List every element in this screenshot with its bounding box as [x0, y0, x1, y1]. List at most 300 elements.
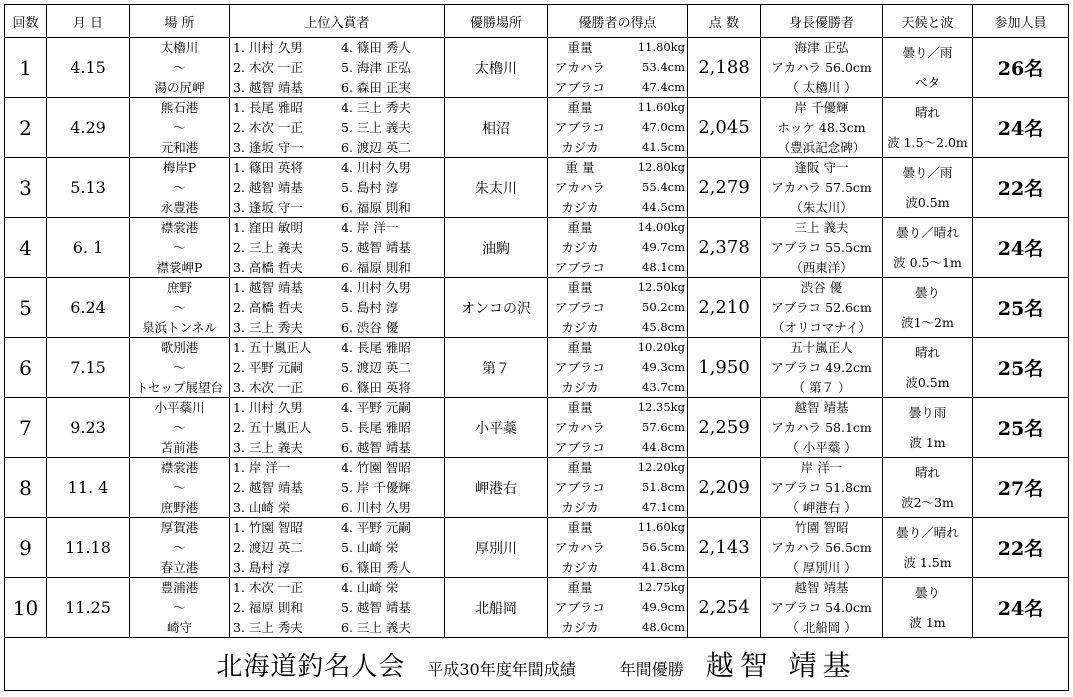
weather-text: 曇り／晴れ: [896, 525, 959, 541]
rank-1: 1. 川村 久男: [233, 400, 303, 416]
win-score-cell: [548, 398, 688, 458]
height-winner-place: （ 北船岡 ）: [786, 619, 857, 635]
weather-cell: [883, 398, 973, 458]
date-cell: 5.13: [47, 158, 130, 218]
rank-4: 4. 竹園 智昭: [341, 460, 411, 476]
score-label-fish-1: アブラコ: [554, 119, 605, 135]
weather-cell: [883, 458, 973, 518]
rank-4: 4. 篠田 秀人: [341, 40, 411, 56]
rank-5: 5. 渡辺 英二: [341, 359, 411, 375]
date-cell: 6. 1: [47, 218, 130, 278]
participants-cell: 27名: [973, 458, 1069, 518]
height-winner-place: （ 厚別川 ）: [786, 559, 857, 575]
height-winner-name: 竹園 智昭: [794, 520, 849, 536]
rank-4: 4. 川村 久男: [341, 160, 411, 176]
score-label-weight: 重量: [567, 580, 593, 596]
weather-cell: [883, 518, 973, 578]
height-winner-name: 越智 靖基: [794, 580, 849, 596]
wave-text: ベタ: [914, 74, 940, 90]
rank-2: 2. 福原 則和: [233, 599, 303, 615]
club-name: 北海道釣名人会: [216, 652, 406, 682]
footer-row: [5, 638, 1069, 691]
wave-text: 波 1.5〜2.0m: [887, 134, 968, 150]
weather-text: 曇り／雨: [902, 165, 953, 181]
weather-text: 曇り雨: [908, 405, 947, 421]
place-end: 庶野港: [160, 499, 199, 515]
ranks-cell: [230, 338, 445, 398]
table-row: [5, 398, 1069, 458]
win-place-cell: 朱太川: [445, 158, 548, 218]
score-value-fish-2: 48.1cm: [642, 259, 685, 274]
header-win-place: 優勝場所: [445, 5, 548, 38]
height-winner-name: 越智 靖基: [794, 400, 849, 416]
place-separator: 〜: [173, 479, 186, 495]
score-value-weight: 10.20kg: [637, 340, 685, 355]
height-winner-place: （豊浜記念碑）: [777, 139, 866, 155]
win-place-cell: 北船岡: [445, 578, 548, 638]
rank-5: 5. 三上 義夫: [341, 119, 411, 135]
date-cell: 6.24: [47, 278, 130, 338]
round-number: 6: [5, 338, 47, 398]
table-row: [5, 518, 1069, 578]
place-start: 太櫓川: [160, 40, 199, 56]
place-separator: 〜: [173, 419, 186, 435]
height-winner-place: （朱太川）: [790, 199, 853, 215]
height-winner-cell: [761, 158, 883, 218]
weather-text: 晴れ: [914, 465, 940, 481]
wave-text: 波 0.5〜1m: [893, 254, 962, 270]
ranks-cell: [230, 458, 445, 518]
score-value-weight: 12.20kg: [637, 460, 685, 475]
height-winner-fish: アブラコ 54.0cm: [771, 599, 872, 615]
win-score-cell: [548, 338, 688, 398]
place-start: 梅岸P: [162, 160, 197, 176]
weather-text: 曇り／雨: [902, 45, 953, 61]
round-number: 8: [5, 458, 47, 518]
score-label-weight: 重 量: [565, 160, 595, 176]
rank-2: 2. 木次 一正: [233, 119, 303, 135]
rank-3: 3. 山崎 栄: [233, 499, 291, 515]
participants-cell: 25名: [973, 278, 1069, 338]
place-cell: [130, 278, 230, 338]
points-cell: 2,210: [688, 278, 761, 338]
score-label-fish-2: カジカ: [561, 379, 599, 395]
rank-6: 6. 福原 則和: [341, 259, 411, 275]
rank-2: 2. 越智 靖基: [233, 179, 303, 195]
height-winner-cell: [761, 518, 883, 578]
score-value-fish-1: 50.2cm: [642, 299, 685, 314]
place-start: 襟裳港: [160, 460, 199, 476]
place-cell: [130, 158, 230, 218]
height-winner-fish: アブラコ 52.6cm: [771, 299, 872, 315]
rank-3: 3. 高橋 哲夫: [233, 259, 303, 275]
score-value-fish-1: 47.0cm: [642, 119, 685, 134]
height-winner-fish: アカハラ 58.1cm: [771, 419, 872, 435]
header-points: 点 数: [688, 5, 761, 38]
score-label-fish-1: カジカ: [561, 239, 599, 255]
header-date: 月 日: [47, 5, 130, 38]
win-score-cell: [548, 158, 688, 218]
score-value-fish-1: 57.6cm: [642, 419, 685, 434]
score-label-weight: 重量: [567, 220, 593, 236]
rank-6: 6. 渡辺 英二: [341, 139, 411, 155]
points-cell: 2,378: [688, 218, 761, 278]
rank-2: 2. 三上 義夫: [233, 239, 303, 255]
height-winner-cell: [761, 398, 883, 458]
header-height-winner: 身長優勝者: [761, 5, 883, 38]
points-cell: 2,143: [688, 518, 761, 578]
score-value-fish-1: 51.8cm: [642, 479, 685, 494]
rank-6: 6. 川村 久男: [341, 499, 411, 515]
score-value-weight: 12.35kg: [637, 400, 685, 415]
score-value-fish-1: 56.5cm: [642, 539, 685, 554]
wave-text: 波 1m: [909, 434, 946, 450]
champion-name: 越智 靖基: [705, 649, 857, 682]
rank-1: 1. 竹園 智昭: [233, 520, 303, 536]
score-label-fish-2: アブラコ: [554, 259, 605, 275]
rank-5: 5. 島村 淳: [341, 179, 399, 195]
win-place-cell: 太櫓川: [445, 38, 548, 98]
place-separator: 〜: [173, 599, 186, 615]
ranks-cell: [230, 158, 445, 218]
ranks-cell: [230, 398, 445, 458]
height-winner-name: 渋谷 優: [800, 280, 843, 296]
score-value-weight: 12.75kg: [637, 580, 685, 595]
score-label-fish-2: カジカ: [561, 559, 599, 575]
score-label-fish-2: カジカ: [561, 199, 599, 215]
weather-text: 曇り: [914, 585, 940, 601]
score-value-fish-2: 44.8cm: [642, 439, 685, 454]
rank-2: 2. 高橋 哲夫: [233, 299, 303, 315]
rank-6: 6. 篠田 秀人: [341, 559, 411, 575]
participants-cell: 25名: [973, 398, 1069, 458]
table-row: [5, 218, 1069, 278]
table-row: [5, 578, 1069, 638]
place-cell: [130, 578, 230, 638]
score-value-weight: 14.00kg: [637, 220, 685, 235]
place-end: 苫前港: [160, 439, 199, 455]
place-separator: 〜: [173, 359, 186, 375]
points-cell: 2,279: [688, 158, 761, 218]
win-score-cell: [548, 278, 688, 338]
rank-3: 3. 逢坂 守一: [233, 139, 303, 155]
weather-text: 曇り／晴れ: [896, 225, 959, 241]
wave-text: 波2〜3m: [901, 494, 954, 510]
participants-cell: 25名: [973, 338, 1069, 398]
place-end: 崎守: [166, 619, 192, 635]
rank-3: 3. 三上 秀夫: [233, 319, 303, 335]
rank-5: 5. 山崎 栄: [341, 539, 399, 555]
place-cell: [130, 338, 230, 398]
score-value-fish-1: 49.7cm: [642, 239, 685, 254]
place-end: 永豊港: [160, 199, 199, 215]
score-value-weight: 11.80kg: [637, 40, 685, 55]
wave-text: 波1〜2m: [901, 314, 954, 330]
win-place-cell: オンコの沢: [445, 278, 548, 338]
score-value-fish-2: 41.5cm: [642, 139, 685, 154]
points-cell: 2,254: [688, 578, 761, 638]
place-cell: [130, 398, 230, 458]
round-number: 5: [5, 278, 47, 338]
rank-2: 2. 五十嵐正人: [233, 419, 312, 435]
rank-6: 6. 渋谷 優: [341, 319, 399, 335]
participants-cell: 26名: [973, 38, 1069, 98]
win-place-cell: 厚別川: [445, 518, 548, 578]
rank-1: 1. 木次 一正: [233, 580, 303, 596]
score-label-weight: 重量: [567, 40, 593, 56]
rank-3: 3. 三上 義夫: [233, 439, 303, 455]
place-end: 襟裳岬P: [156, 259, 203, 275]
wave-text: 波0.5m: [905, 374, 950, 390]
place-start: 小平蘂川: [154, 400, 205, 416]
rank-5: 5. 長尾 雅昭: [341, 419, 411, 435]
weather-text: 晴れ: [914, 345, 940, 361]
rank-4: 4. 山崎 栄: [341, 580, 399, 596]
score-label-fish-2: カジカ: [561, 139, 599, 155]
place-cell: [130, 38, 230, 98]
rank-3: 3. 越智 靖基: [233, 79, 303, 95]
rank-4: 4. 平野 元嗣: [341, 520, 411, 536]
header-weather: 天候と波: [883, 5, 973, 38]
height-winner-name: 岸 千優輝: [794, 100, 849, 116]
rank-1: 1. 越智 靖基: [233, 280, 303, 296]
win-place-cell: 相沼: [445, 98, 548, 158]
points-cell: 2,209: [688, 458, 761, 518]
place-separator: 〜: [173, 239, 186, 255]
place-end: トセップ展望台: [135, 379, 224, 395]
height-winner-name: 岸 洋一: [800, 460, 843, 476]
rank-4: 4. 三上 秀夫: [341, 100, 411, 116]
date-cell: 9.23: [47, 398, 130, 458]
round-number: 3: [5, 158, 47, 218]
weather-cell: [883, 218, 973, 278]
rank-5: 5. 岸 千優輝: [341, 479, 411, 495]
rank-6: 6. 篠田 英将: [341, 379, 411, 395]
rank-3: 3. 逢坂 守一: [233, 199, 303, 215]
rank-5: 5. 越智 靖基: [341, 239, 411, 255]
rank-3: 3. 木次 一正: [233, 379, 303, 395]
annual-results-table: [4, 4, 1069, 691]
place-separator: 〜: [173, 59, 186, 75]
round-number: 1: [5, 38, 47, 98]
rank-4: 4. 岸 洋一: [341, 220, 399, 236]
height-winner-place: （ 岬港右 ）: [786, 499, 857, 515]
place-cell: [130, 518, 230, 578]
place-end: 泉浜トンネル: [142, 319, 217, 335]
place-start: 熊石港: [160, 100, 199, 116]
table-row: [5, 278, 1069, 338]
score-value-fish-2: 48.0cm: [642, 619, 685, 634]
weather-cell: [883, 338, 973, 398]
place-separator: 〜: [173, 179, 186, 195]
score-value-fish-2: 44.5cm: [642, 199, 685, 214]
place-separator: 〜: [173, 539, 186, 555]
rank-4: 4. 平野 元嗣: [341, 400, 411, 416]
place-cell: [130, 458, 230, 518]
participants-cell: 22名: [973, 158, 1069, 218]
win-score-cell: [548, 458, 688, 518]
height-winner-place: （ 小平蘂 ）: [786, 439, 857, 455]
score-label-fish-2: カジカ: [561, 499, 599, 515]
score-label-fish-1: アブラコ: [554, 479, 605, 495]
score-value-fish-1: 49.3cm: [642, 359, 685, 374]
rank-6: 6. 越智 靖基: [341, 439, 411, 455]
points-cell: 1,950: [688, 338, 761, 398]
score-label-fish-2: カジカ: [561, 319, 599, 335]
win-score-cell: [548, 38, 688, 98]
rank-6: 6. 福原 則和: [341, 199, 411, 215]
footer-cell: [5, 638, 1069, 691]
place-cell: [130, 98, 230, 158]
date-cell: 4.15: [47, 38, 130, 98]
weather-cell: [883, 578, 973, 638]
score-value-fish-2: 45.8cm: [642, 319, 685, 334]
wave-text: 波 1.5m: [903, 554, 952, 570]
rank-5: 5. 海津 正弘: [341, 59, 411, 75]
rank-1: 1. 篠田 英将: [233, 160, 303, 176]
score-value-weight: 11.60kg: [637, 520, 685, 535]
season-title: 平成30年度年間成績: [427, 660, 576, 679]
weather-text: 曇り: [914, 285, 940, 301]
height-winner-fish: アブラコ 55.5cm: [771, 239, 872, 255]
participants-cell: 24名: [973, 98, 1069, 158]
round-number: 9: [5, 518, 47, 578]
score-label-weight: 重量: [567, 340, 593, 356]
rank-4: 4. 長尾 雅昭: [341, 340, 411, 356]
score-value-fish-2: 47.4cm: [642, 79, 685, 94]
table-row: [5, 338, 1069, 398]
rank-1: 1. 五十嵐正人: [233, 340, 312, 356]
place-end: 湯の尻岬: [154, 79, 205, 95]
participants-cell: 24名: [973, 578, 1069, 638]
height-winner-fish: アカハラ 56.0cm: [771, 59, 872, 75]
header-participants: 参加人員: [973, 5, 1069, 38]
rank-2: 2. 平野 元嗣: [233, 359, 303, 375]
win-place-cell: 小平蘂: [445, 398, 548, 458]
score-label-fish-1: アブラコ: [554, 599, 605, 615]
weather-cell: [883, 38, 973, 98]
champion-label: 年間優勝: [619, 660, 684, 679]
score-label-fish-1: アカハラ: [555, 539, 605, 555]
height-winner-cell: [761, 38, 883, 98]
score-label-weight: 重量: [567, 460, 593, 476]
score-label-weight: 重量: [567, 400, 593, 416]
date-cell: 11. 4: [47, 458, 130, 518]
height-winner-place: （オリコマナイ）: [772, 319, 871, 335]
weather-cell: [883, 278, 973, 338]
rank-2: 2. 木次 一正: [233, 59, 303, 75]
score-value-fish-2: 41.8cm: [642, 559, 685, 574]
score-label-fish-1: アブラコ: [554, 299, 605, 315]
ranks-cell: [230, 98, 445, 158]
score-value-fish-2: 47.1cm: [642, 499, 685, 514]
score-label-fish-1: アカハラ: [555, 419, 605, 435]
win-place-cell: 岬港右: [445, 458, 548, 518]
rank-2: 2. 越智 靖基: [233, 479, 303, 495]
place-start: 豊浦港: [160, 580, 199, 596]
rank-1: 1. 窪田 敏明: [233, 220, 303, 236]
header-round: 回数: [5, 5, 47, 38]
rank-3: 3. 三上 秀夫: [233, 619, 303, 635]
score-value-weight: 12.50kg: [637, 280, 685, 295]
height-winner-place: （ 第７ ）: [792, 379, 851, 395]
rank-6: 6. 森田 正実: [341, 79, 411, 95]
score-label-fish-2: アブラコ: [554, 79, 605, 95]
height-winner-cell: [761, 278, 883, 338]
height-winner-fish: アカハラ 56.5cm: [771, 539, 872, 555]
ranks-cell: [230, 38, 445, 98]
score-label-fish-1: アブラコ: [554, 359, 605, 375]
score-label-fish-2: アブラコ: [554, 439, 605, 455]
score-label-fish-1: アカハラ: [555, 179, 605, 195]
win-place-cell: 第７: [445, 338, 548, 398]
score-value-fish-2: 43.7cm: [642, 379, 685, 394]
header-win-score: 優勝者の得点: [548, 5, 688, 38]
height-winner-cell: [761, 98, 883, 158]
height-winner-place: （ 太櫓川 ）: [786, 79, 857, 95]
win-place-cell: 油駒: [445, 218, 548, 278]
height-winner-cell: [761, 578, 883, 638]
score-label-weight: 重量: [567, 520, 593, 536]
wave-text: 波0.5m: [905, 194, 950, 210]
height-winner-cell: [761, 218, 883, 278]
height-winner-cell: [761, 458, 883, 518]
header-place: 場 所: [130, 5, 230, 38]
score-label-fish-1: アカハラ: [555, 59, 605, 75]
round-number: 2: [5, 98, 47, 158]
weather-text: 晴れ: [914, 105, 940, 121]
round-number: 4: [5, 218, 47, 278]
date-cell: 11.18: [47, 518, 130, 578]
place-end: 元和港: [160, 139, 199, 155]
points-cell: 2,045: [688, 98, 761, 158]
place-start: 庶野: [166, 280, 192, 296]
place-cell: [130, 218, 230, 278]
height-winner-name: 五十嵐正人: [790, 340, 853, 356]
score-label-weight: 重量: [567, 280, 593, 296]
rank-2: 2. 渡辺 英二: [233, 539, 303, 555]
rank-5: 5. 越智 靖基: [341, 599, 411, 615]
date-cell: 4.29: [47, 98, 130, 158]
height-winner-fish: アカハラ 57.5cm: [771, 179, 872, 195]
score-value-fish-1: 55.4cm: [642, 179, 685, 194]
score-value-fish-1: 49.9cm: [642, 599, 685, 614]
ranks-cell: [230, 518, 445, 578]
place-start: 襟裳港: [160, 220, 199, 236]
table-row: [5, 98, 1069, 158]
date-cell: 11.25: [47, 578, 130, 638]
ranks-cell: [230, 278, 445, 338]
round-number: 10: [5, 578, 47, 638]
height-winner-fish: アブラコ 49.2cm: [771, 359, 872, 375]
date-cell: 7.15: [47, 338, 130, 398]
win-score-cell: [548, 98, 688, 158]
ranks-cell: [230, 218, 445, 278]
rank-1: 1. 岸 洋一: [233, 460, 291, 476]
rank-1: 1. 長尾 雅昭: [233, 100, 303, 116]
table-row: [5, 38, 1069, 98]
place-end: 春立港: [160, 559, 199, 575]
place-start: 歌別港: [160, 340, 199, 356]
height-winner-cell: [761, 338, 883, 398]
wave-text: 波 1m: [909, 614, 946, 630]
height-winner-place: （西東洋）: [790, 259, 853, 275]
score-label-fish-2: カジカ: [561, 619, 599, 635]
height-winner-name: 逢阪 守一: [794, 160, 849, 176]
round-number: 7: [5, 398, 47, 458]
table-row: [5, 458, 1069, 518]
score-value-weight: 11.60kg: [637, 100, 685, 115]
